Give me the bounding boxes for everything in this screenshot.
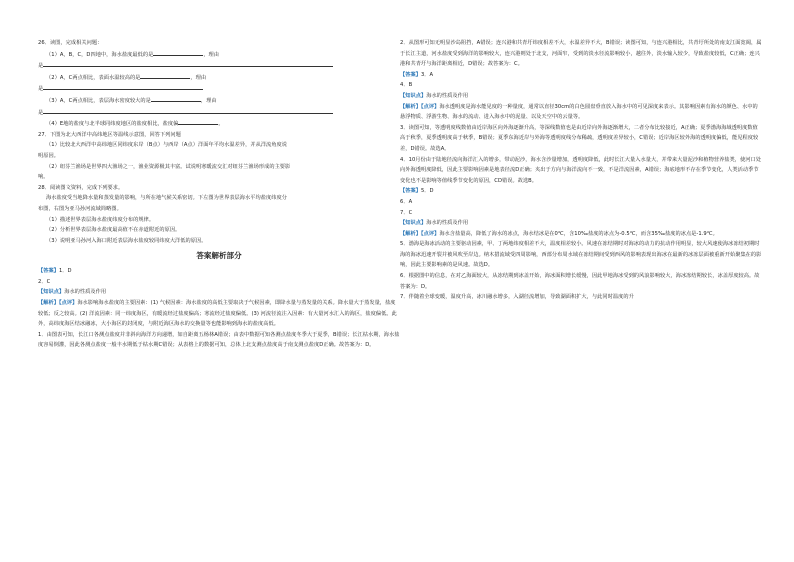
answer-3: 【答案】3．A xyxy=(400,71,434,78)
question-26-part1-answer-line: 是 xyxy=(38,60,400,72)
answer-3-explanation: 3．读图可知，等透明度线数值由近岸海区向外海逐渐升高，等深线数值也是由近岸向外海逐渐增大，二者分布比较接近，A正确；夏季渤海海域透明度数值高于秋季，夏季透明度高于秋季，B错误；夏季东海近岸与外海等透明度线分布稀疏，透明度差异较小，C错误；近岸海区较外海的透明度偏低，能见程度较差，D错误。故选A。 xyxy=(400,124,759,152)
knowledge-point: 【知识点】海水的性质及作用 xyxy=(400,220,469,227)
question-28-material-cont: 布图，右图为亚马孙河流域简略图。 xyxy=(38,205,122,212)
answer-section-title: 答案解析部分 xyxy=(196,251,242,261)
knowledge-point: 【知识点】海水的性质及作用 xyxy=(38,289,107,296)
question-28-material: 海水盐度受当地降水量和蒸发量的影响，与所在地气候关系密切。下左图为世界表层海水平均盐度纬度分 xyxy=(46,195,287,202)
answer-5-explanation: 5．渤海是海冰活动的主要驱动因素，甲、丁两地纬度相差不大，温度相差较小。风速在冻结期时对海冰的动力的抗动作用明显，较大风速使海冰冻结初期时海的海冰迅速开裂并被风吹至岸边。纳木措流域受四周影响，西部分布周水域在冻结期间受到西风的影响表现出海冰在最新的冰冻层面被重新开始聚集在的影响，因此主要影响素的是风速。故选D。 xyxy=(400,241,762,269)
answer-1: 【答案】1．D xyxy=(38,268,72,275)
question-27-part1-cont: 明原因。 xyxy=(38,152,59,159)
question-26-part2: （2）A，C两点相比，表面水温较高的是 ，理由 xyxy=(38,72,400,84)
answer-6: 6．A xyxy=(400,198,413,205)
question-28-head: 28．阅读图文资料，完成下列要求。 xyxy=(38,184,124,191)
question-28-part1: （1）描述世界表层海水盐度纬度分布的规律。 xyxy=(46,216,155,223)
analysis-text: 【解析】【点评】海水影响海水盐度的主要因素：(1) 气候因素：海水盐度的高低主要取决于气候因素，即降水量与蒸发量的关系。降水量大于蒸发量，盐度较低；反之较高。(2) 洋流因素：同一纬度海区，有暖流经过盐度偏高；寒流经过盐度偏低。(3) 河流径流注入因素：有大量河水汇入的海区，盐度偏低。此外，高纬度海区结冰融冰，大小海区的封闭度，与附近海区海水的交换量等也能影响到海水的盐度高低。 xyxy=(38,300,397,328)
question-27-part2: （2）纽芬兰渔场是世界四大渔场之一，渔业资源极其丰富。试说明寒暖流交汇对纽芬兰渔场形成的主要影 xyxy=(46,163,291,170)
answer-7-explanation: 7．伴随着全球变暖，温度升高，冰川融水增多，入湖径流增加，导致湖面积扩大，与此同时温度的升 xyxy=(400,294,634,301)
question-27-head: 27．下图为北大西洋中高纬地区等温线示意图，回答下列问题 xyxy=(38,131,181,138)
question-26-head: 26．读图，完成相关问题： xyxy=(38,40,103,46)
answer-7: 7．C xyxy=(400,209,413,216)
answer-5: 【答案】5．D xyxy=(400,188,434,195)
answer-1-explanation: 1．由图表可知，长江口各测点盐度并非斜向海洋方向递增，如自距离五杨林A错误；由表中数据可知各测点盐度冬季大于夏季，B错误；长江枯水期，海水盐度容易倒灌，因此各测点盐度一般丰水期低于枯水期C错误；从表格上的数据可知，总体上北支测点盐度高于南支测点盐度D正确。故答案为：D。 xyxy=(38,331,400,349)
answer-2-explanation: 2．从图形可知无明显沙岛阻挡，A错误；连兴港和共青圩纬度相差不大，水温差异不大，B错误；读图可知，与连兴港相比，共青圩所处的南支江面宽阔，属于长江主道，河水盐度受到海洋的影响较大，连兴港则处于北支，河面窄，受到的淡水径流影响较小，越往外，淡水输入较少，导致盐度较低，C正确；连兴港和共青圩与海洋距离相近，D错误；故答案为：C。 xyxy=(400,40,762,68)
question-26-part2-answer-line: 是 xyxy=(38,83,400,95)
question-28-part3: （3）说明亚马孙河入海口附近表层海水盐度较同纬度大洋低的原因。 xyxy=(46,237,207,244)
question-27-part1: （1）比较北大西洋中高纬地区同纬度东岸（B点）与西岸（A点）洋面年平均水温差异，并从洋流角度说 xyxy=(46,142,288,149)
question-27-part2-cont: 响。 xyxy=(38,174,49,181)
question-26-part3-answer-line: 是 xyxy=(38,107,400,119)
question-26-part3: （3）A，C两点相比，表层海水密度较大的是 ，理由 xyxy=(38,95,400,107)
question-26-part1: （1）A，B，C，D四地中，海水盐度最低的是 ，理由 xyxy=(38,49,400,61)
knowledge-point: 【知识点】海水的性质及作用 xyxy=(400,92,469,99)
question-26-part4: （4）E地的盐度与北半球同纬度地区的盐度相比，盐度偏 。 xyxy=(38,118,400,130)
answer-4: 4．B xyxy=(400,82,413,89)
right-column xyxy=(400,38,762,303)
question-28-part2: （2）分析世界表层海水盐度最高值不在赤道附近的原因。 xyxy=(46,227,181,234)
answer-2: 2．C xyxy=(38,278,51,285)
answer-4-explanation: 4．10月份由于陆地径流向海洋汇入的增多，带动泥沙，海水含沙量增加，透明度降低，此时长江大量入水量大，并带来大量泥沙和植物营养盐类，使河口处向外海透明度降低，因此主要影响因素是地表径流D正确；夹出于方向与海洋流向不一致，不是洋流因素，A错误；海底地形不存在季节变化，人类活动季节变化也不是影响等值线季节变化的原因，CD错误。故选B。 xyxy=(400,156,761,184)
answer-6-explanation: 6．根据图中的信息，在对乙海面较大，从冻结期到冰盖开始，海冰面积增长缓慢，因此甲地海冰受到的风浪影响较大，海冰冻结期较长，冰盖厚度较高。故答案为：D。 xyxy=(400,273,760,290)
analysis-text: 【解析】【点评】海水透明度是海水能见度的一种量度，通常以直径30cm的白色圆盘垂直放入海水中的可见深度来表示。其影响因素有海水的颜色、水中的悬浮物质、浮游生物、海水的流动、进入海水中的泥量、以及天空中的云量等。 xyxy=(400,103,758,121)
left-column xyxy=(38,38,400,351)
analysis-text: 【解析】【点评】海水含盐量高，降低了海水的冰点，海水结冰是在0℃，含10‰盐度的冰点为-0.5℃，而含35‰盐度的冰点是-1.9℃。 xyxy=(400,230,718,237)
